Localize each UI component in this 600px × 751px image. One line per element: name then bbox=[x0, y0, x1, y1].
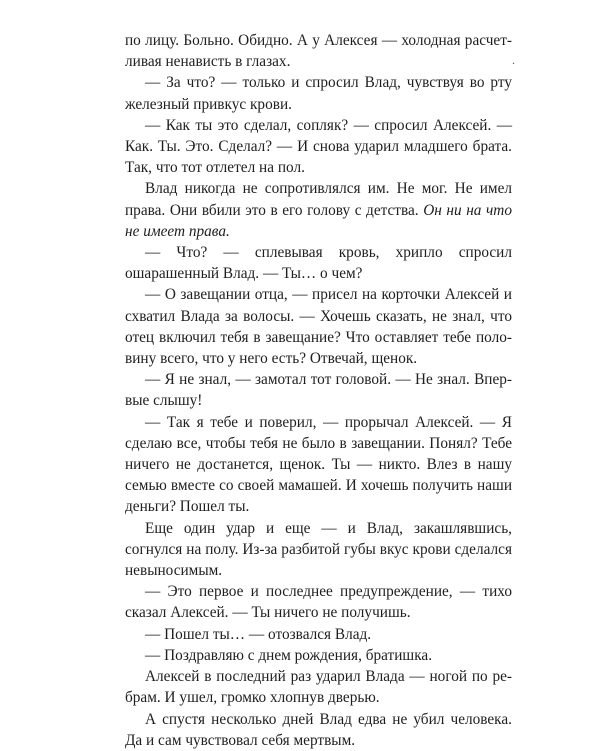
paragraph: А спустя несколько дней Влад едва не убил человека. Да и сам чувствовал себя мертвым. bbox=[125, 710, 512, 749]
paragraph: — Я не знал, — замотал тот головой. — Не знал. Впервые слышу! bbox=[125, 371, 512, 410]
paragraph: — Пошел ты… — отозвался Влад. bbox=[145, 625, 372, 643]
paragraph: — Так я тебе и поверил, — прорычал Алексей. — Я сделаю все, чтобы тебя не было в завещании. Понял? Тебе ничего не достанется, щенок. Ты — никто. Влез в нашу семью вместе со своей мамашей. И хочешь получить наши деньги? Пошел ты. bbox=[125, 413, 512, 516]
paragraph: Еще один удар и еще — и Влад, закашлявшись, согнулся на полу. Из-за разбитой губы вкус крови сделался невыносимым. bbox=[125, 519, 512, 580]
paragraph: — Как ты это сделал, сопляк? — спросил Алексей. — Как. Ты. Это. Сделал? — И снова ударил младшего брата. Так, что тот отлетел на пол. bbox=[125, 116, 512, 177]
paragraph: — Это первое и последнее предупреждение, — тихо сказал Алексей. — Ты ничего не получишь. bbox=[125, 583, 512, 622]
book-page-text bbox=[125, 30, 512, 751]
paragraph: Алексей в последний раз ударил Влада — ногой по ребрам. И ушел, громко хлопнув дверью. bbox=[125, 668, 512, 707]
italic-thought: Он ни на что не имеет права. bbox=[125, 201, 512, 240]
paragraph bbox=[125, 178, 512, 242]
paragraph: — О завещании отца, — присел на корточки Алексей и схватил Влада за волосы. — Хочешь сказать, не знал, что отец включил тебя в завещание? Что оставляет тебе половину всего, что у него есть? Отвечай, щенок. bbox=[125, 286, 512, 368]
paragraph: по лицу. Больно. Обидно. А у Алексея — холодная расчетливая ненависть в глазах. bbox=[125, 32, 512, 71]
paragraph: — За что? — только и спросил Влад, чувствуя во рту железный привкус крови. bbox=[125, 74, 512, 113]
margin-mark: . bbox=[512, 53, 515, 67]
paragraph: — Что? — сплевывая кровь, хрипло спросил ошарашенный Влад. — Ты… о чем? bbox=[125, 244, 512, 283]
paragraph-text: Влад никогда не сопротивлялся им. Не мог. Не имел права. Они вбили это в его голову с детства. bbox=[125, 180, 512, 219]
paragraph: — Поздравляю с днем рождения, братишка. bbox=[145, 646, 433, 664]
